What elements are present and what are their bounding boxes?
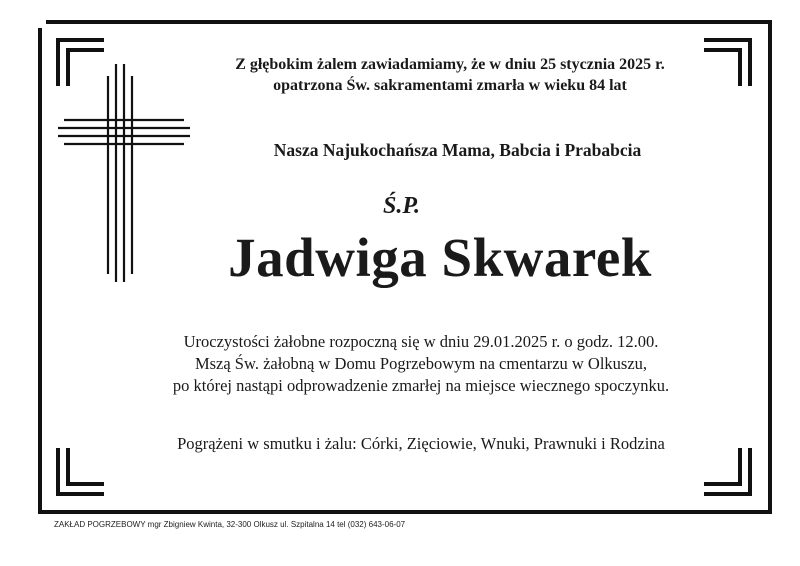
funeral-home-footer: ZAKŁAD POGRZEBOWY mgr Zbigniew Kwinta, 32-300 Olkusz ul. Szpitalna 14 tel (032) 643-06-07 [54,520,406,529]
intro-line-2: opatrzona Św. sakramentami zmarła w wieku 84 lat [273,77,627,94]
epithet: Nasza Najukochańsza Mama, Babcia i Prababcia [273,140,642,160]
corner-ornament-bottom-left [36,446,106,516]
deceased-name: Jadwiga Skwarek [228,227,652,288]
corner-ornament-bottom-right [702,446,772,516]
name-prefix: Ś.P. [383,193,420,219]
ceremony-line-3: po której nastąpi odprowadzenie zmarłej na miejsce wiecznego spoczynku. [172,376,670,395]
intro-line-1: Z głębokim żalem zawiadamiamy, że w dniu 25 stycznia 2025 r. [235,56,665,73]
mourners-line: Pogrążeni w smutku i żalu: Córki, Zięciowie, Wnuki, Prawnuki i Rodzina [177,434,665,453]
ceremony-line-1: Uroczystości żałobne rozpoczną się w dniu 29.01.2025 r. o godz. 12.00. [183,332,659,351]
ceremony-line-2: Mszą Św. żałobną w Domu Pogrzebowym na cmentarzu w Olkuszu, [194,354,648,373]
